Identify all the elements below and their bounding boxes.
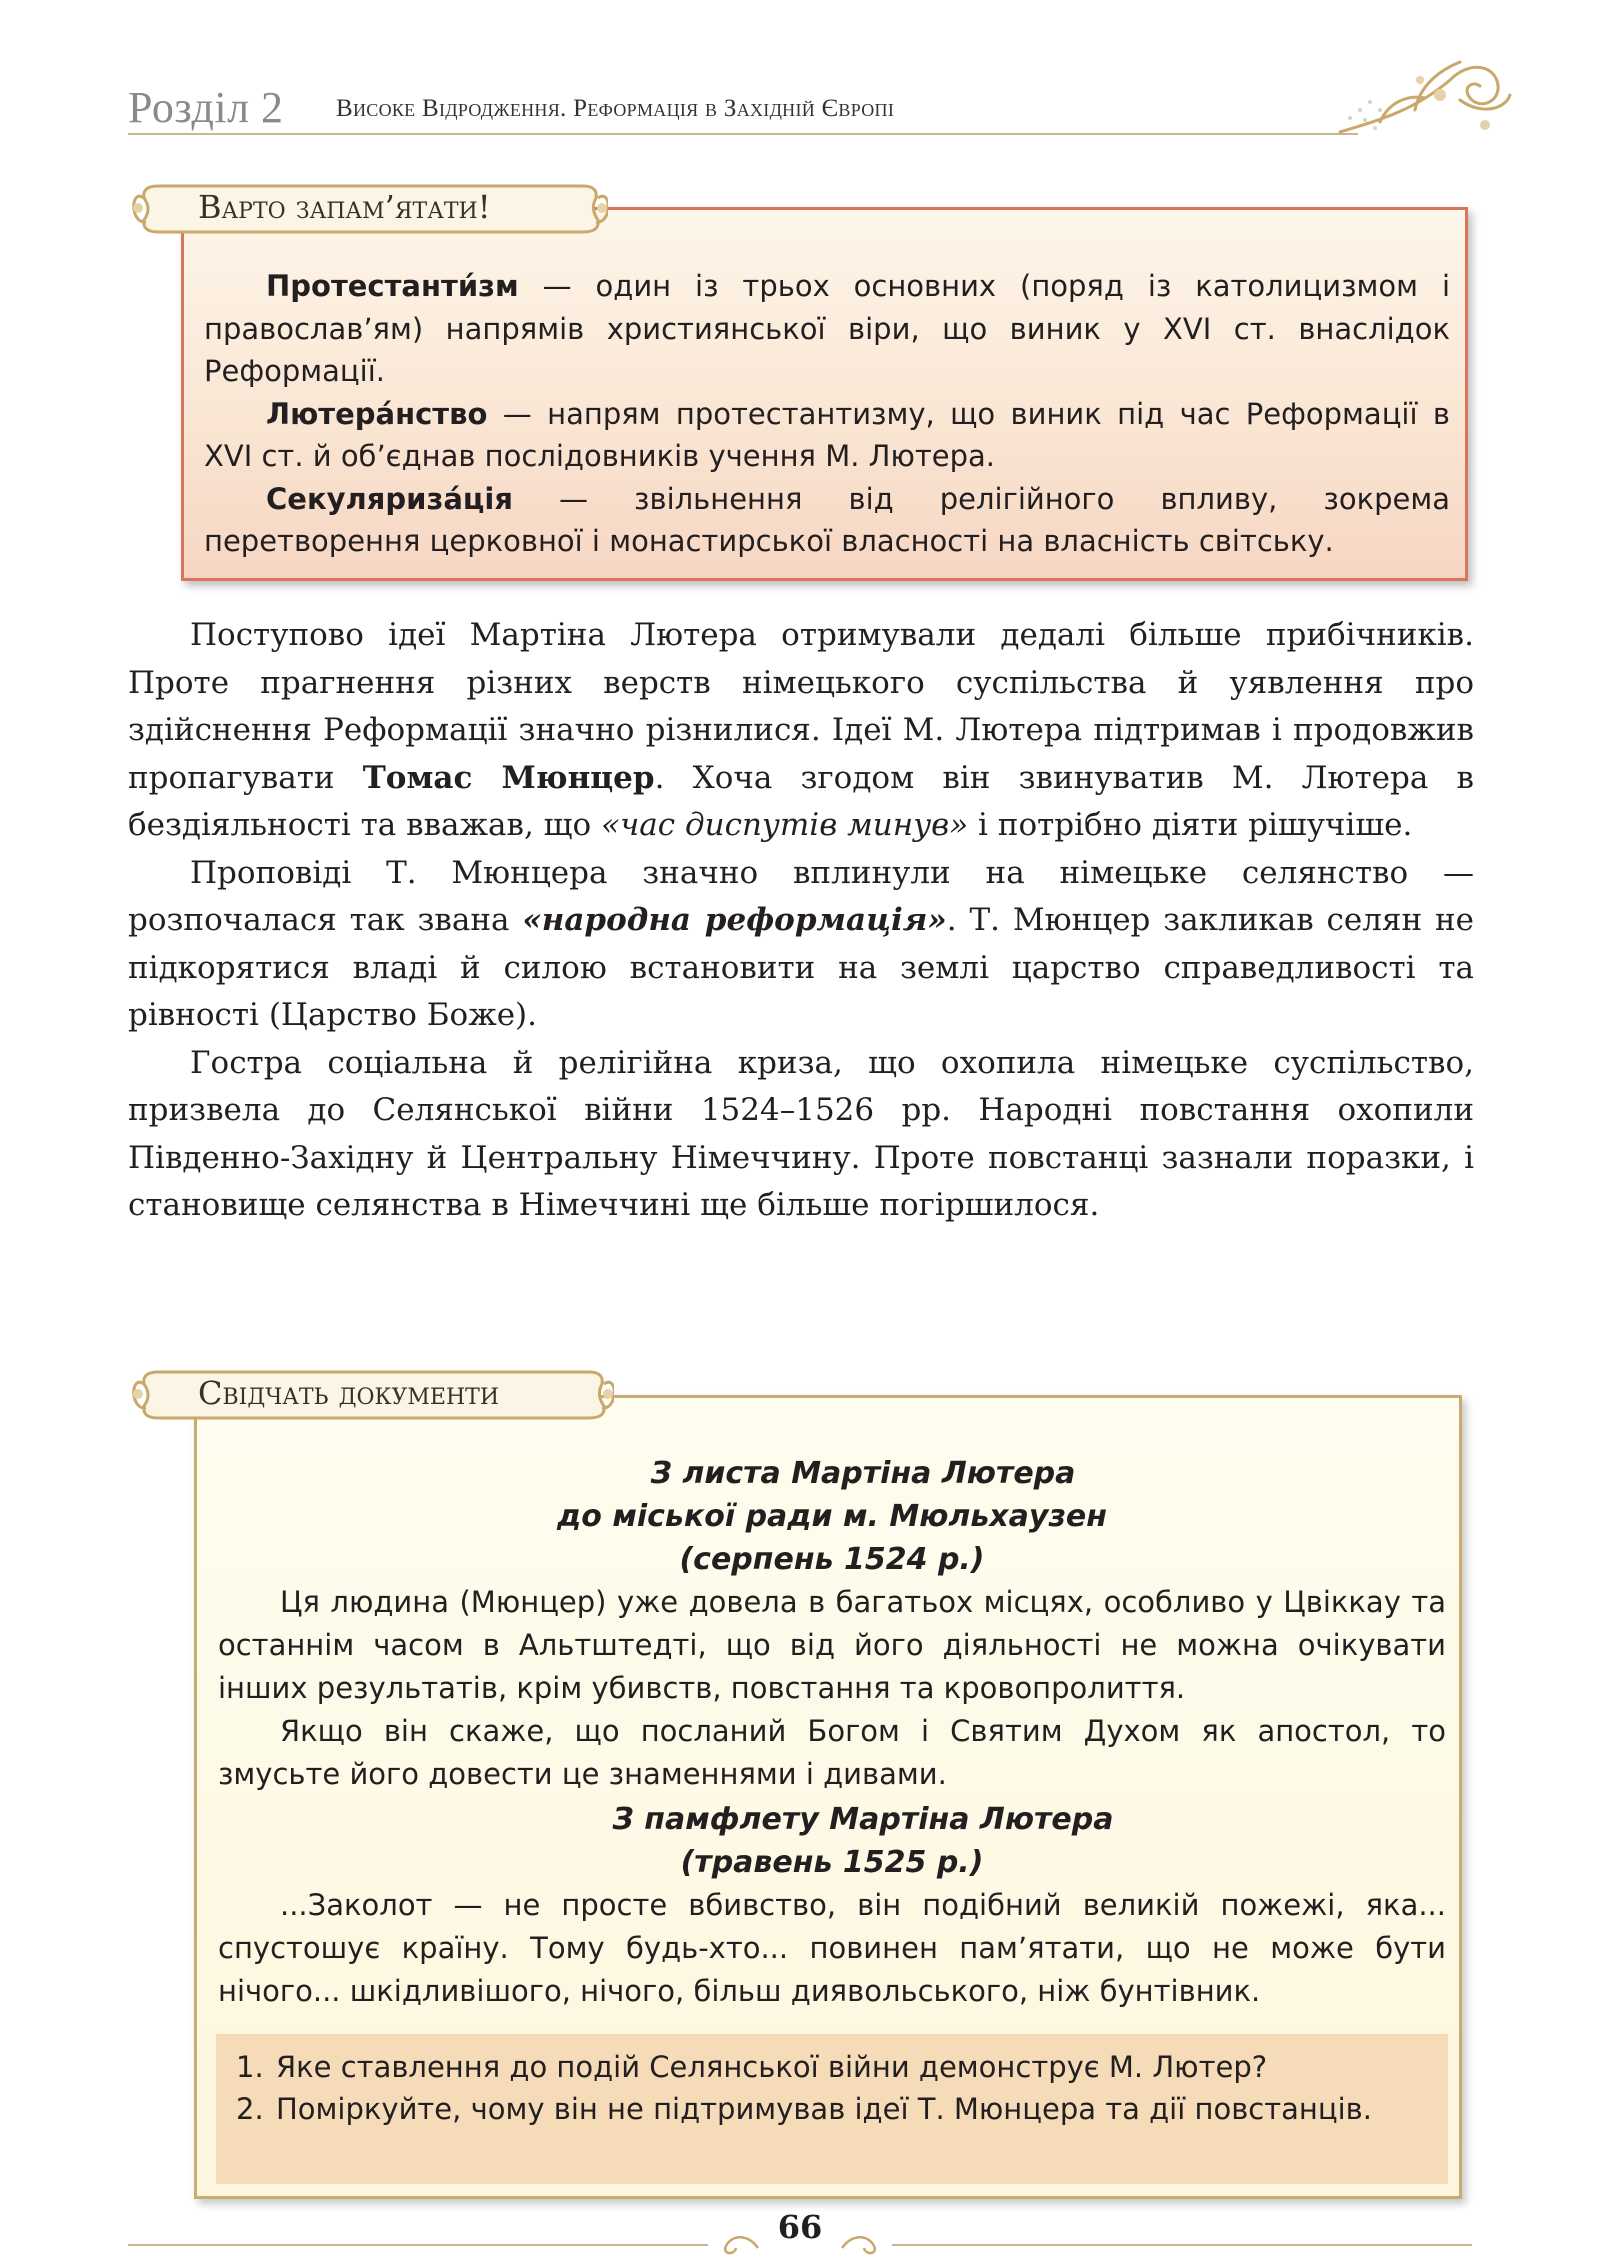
body-paragraph: Гостра соціальна й релігійна криза, що охопила німецьке суспільство, призвела до Селянської війни 1524–1526 рр. Народні повстання охопили Південно-Західну й Центральну Німеччину. Проте повстанці зазнали поразки, і становище селянства в Німеччині ще більше погіршилося.	[128, 1044, 1474, 1223]
question-text: Поміркуйте, чому він не підтримував ідеї Т. Мюнцера та дії повстанців.	[276, 2092, 1372, 2126]
bold-italic-term: «народна реформація»	[522, 902, 947, 938]
text-run: . Хоча згодом він звинуватив М. Лютера в бездіяльності та вважав, що	[128, 759, 1474, 843]
italic-quote: «час диспутів минув»	[601, 807, 969, 843]
header-section: Розділ 2	[128, 83, 284, 132]
documents-banner-label: Свідчать документи	[198, 1374, 500, 1412]
body-paragraph	[128, 850, 1474, 1040]
page-number: 66	[777, 2208, 823, 2246]
remember-banner-label: Варто запам’ятати!	[198, 188, 491, 226]
question-number: 2.	[236, 2092, 264, 2126]
term-definition: — один із трьох основних (поряд із католицизмом і православ’ям) напрямів християнської віри, що виник у XVI ст. внаслідок Реформації.	[204, 269, 1450, 388]
footer-ornament-icon	[840, 2228, 880, 2258]
term-secularization	[204, 478, 1450, 563]
doc-title-line: З листа Мартіна Лютера	[650, 1456, 1076, 1491]
header-rule	[128, 133, 1358, 135]
doc-title-line: до міської ради м. Мюльхаузен	[557, 1499, 1107, 1534]
questions-panel	[216, 2034, 1448, 2184]
term-definition: — звільнення від релігійного впливу, зокрема перетворення церковної і монастирської власності на власність світську.	[204, 481, 1450, 558]
text-run: Поступово ідеї Мартіна Лютера отримували дедалі більше прибічників. Проте прагнення різних верств німецького суспільства й уявлення про здійснення Реформації значно різнилися. Ідеї М. Лютера підтримав і продовжив пропагувати	[128, 617, 1474, 796]
questions-list	[236, 2046, 1428, 2130]
term-label: Протестанти́зм	[266, 269, 519, 303]
term-protestantism	[204, 265, 1450, 393]
documents-banner	[128, 1364, 614, 1424]
remember-text	[204, 265, 1450, 563]
term-definition: — напрям протестантизму, що виник під час Реформації в XVI ст. й об’єднав послідовників учення М. Лютера.	[204, 396, 1450, 473]
doc-title-line: З памфлету Мартіна Лютера	[612, 1802, 1114, 1837]
doc1-paragraph: Ця людина (Мюнцер) уже довела в багатьох місцях, особливо у Цвіккау та останнім часом в Альтштедті, що від його діяльності не можна очікувати інших результатів, крім убивств, повстання та кровопролиття.	[218, 1585, 1446, 1705]
body-paragraph	[128, 612, 1474, 850]
footer-rule-left	[128, 2244, 708, 2246]
question-text: Яке ставлення до подій Селянської війни демонструє М. Лютер?	[276, 2050, 1268, 2084]
term-label: Секуляриза́ція	[266, 481, 513, 516]
footer-rule-right	[892, 2244, 1472, 2246]
doc-title-line: (серпень 1524 р.)	[679, 1542, 985, 1577]
remember-banner	[128, 178, 608, 238]
body-text	[128, 612, 1474, 1230]
floral-ornament-icon	[1320, 40, 1520, 150]
footer-ornament-icon	[720, 2228, 760, 2258]
question-item	[236, 2046, 1428, 2088]
doc1-paragraph: Якщо він скаже, що посланий Богом і Святим Духом як апостол, то змусьте його довести це знаменнями і дивами.	[218, 1714, 1446, 1791]
question-item	[236, 2088, 1428, 2130]
term-lutheranism	[204, 393, 1450, 478]
doc-title-line: (травень 1525 р.)	[680, 1845, 984, 1880]
header-title: Високе Відродження. Реформація в Західній Європі	[336, 95, 895, 122]
text-run: Проповіді Т. Мюнцера значно вплинули на німецьке селянство — розпочалася так звана	[128, 854, 1474, 938]
bold-name: Томас Мюнцер	[362, 759, 655, 796]
doc1-title	[218, 1452, 1446, 1581]
text-run: . Т. Мюнцер закликав селян не підкорятися владі й силою встановити на землі царство справедливості та рівності (Царство Боже).	[128, 902, 1474, 1033]
doc2-title	[218, 1798, 1446, 1884]
documents-text	[218, 1452, 1446, 2013]
doc2-paragraph: ...Заколот — не просте вбивство, він подібний великій пожежі, яка... спустошує країну. Тому будь-хто... повинен пам’ятати, що не може бути нічого... шкідливішого, нічого, більш диявольського, ніж бунтівник.	[218, 1888, 1446, 2008]
term-label: Лютера́нство	[266, 396, 488, 431]
question-number: 1.	[236, 2050, 264, 2084]
text-run: і потрібно діяти рішучіше.	[968, 807, 1413, 843]
